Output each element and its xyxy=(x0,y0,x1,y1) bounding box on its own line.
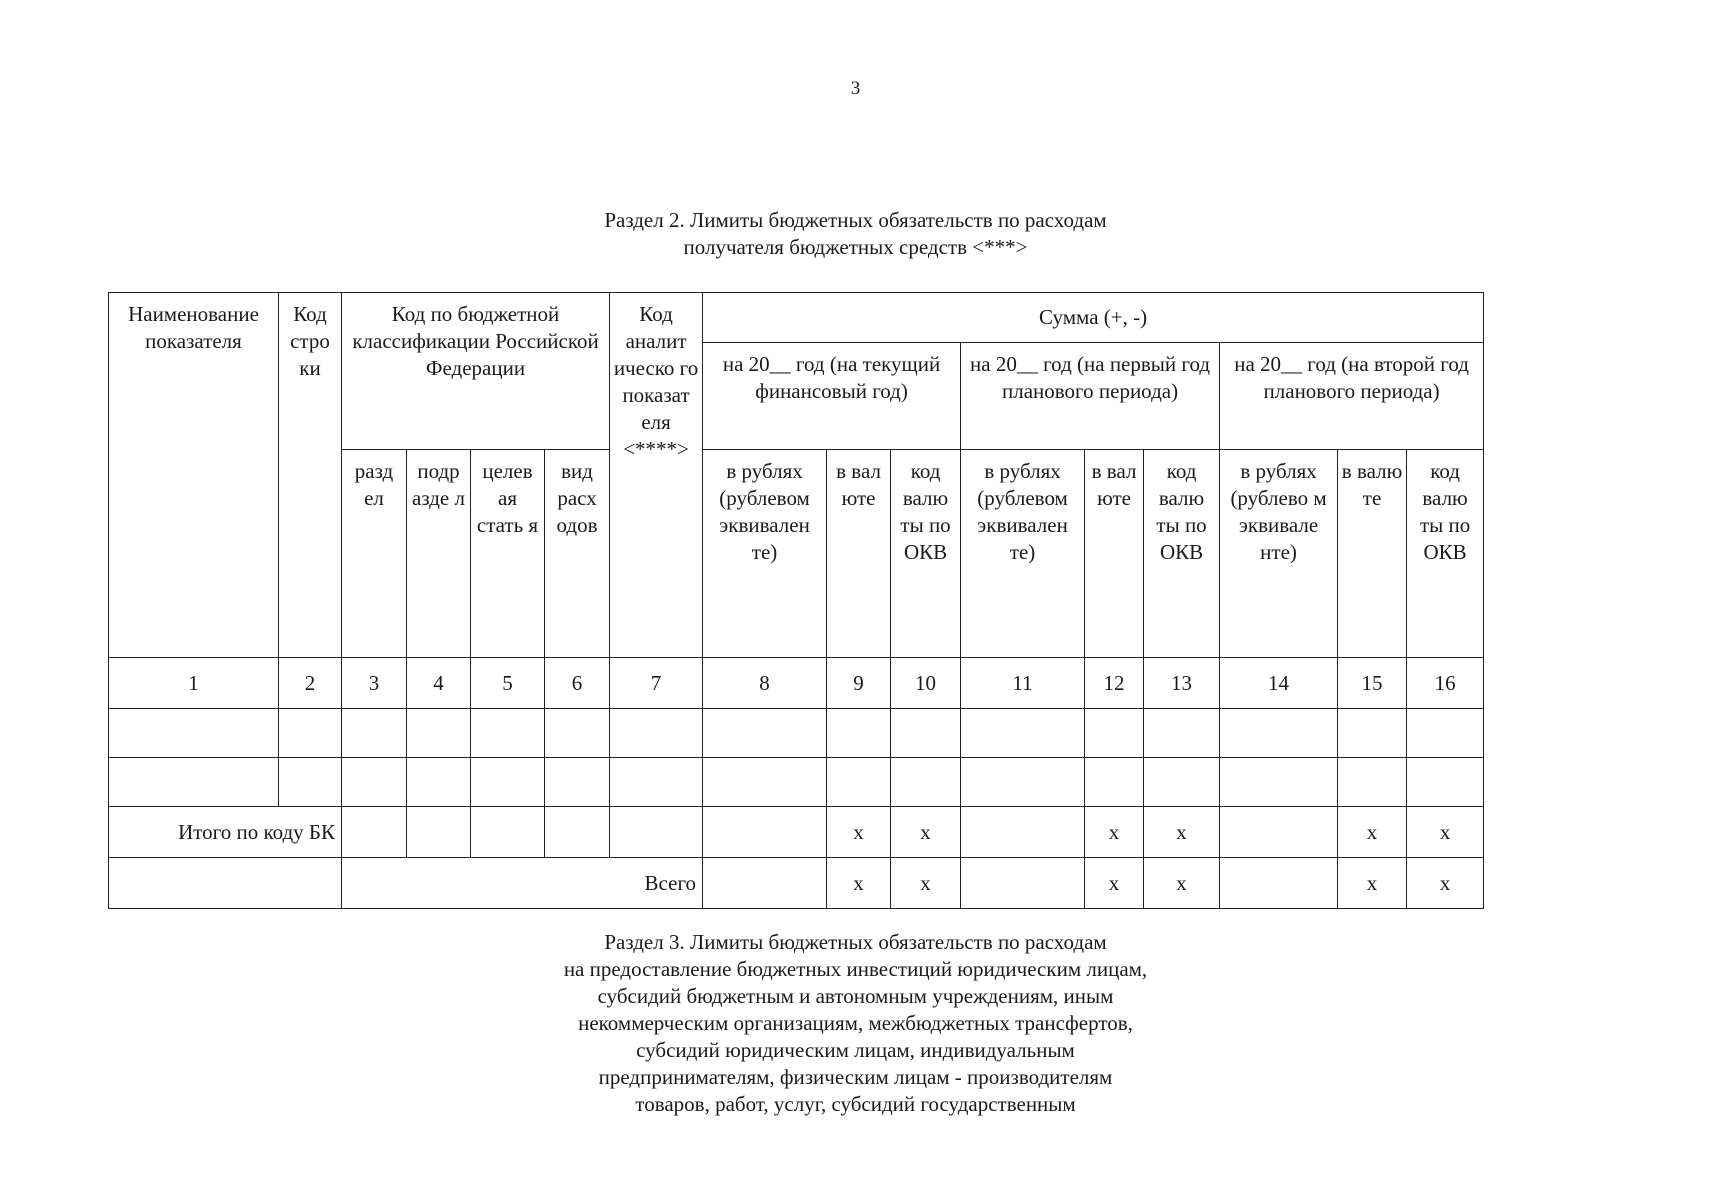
header-currency-current: в вал юте xyxy=(827,450,891,658)
table-cell[interactable] xyxy=(703,758,827,807)
table-cell[interactable] xyxy=(471,709,545,758)
column-number: 8 xyxy=(703,658,827,709)
table-cell[interactable] xyxy=(1220,858,1338,909)
table-cell[interactable] xyxy=(471,758,545,807)
table-cell[interactable] xyxy=(109,758,279,807)
grand-total-label: Всего xyxy=(342,858,703,909)
header-sum: Сумма (+, -) xyxy=(703,293,1484,343)
table-cell[interactable] xyxy=(407,758,471,807)
table-cell[interactable] xyxy=(109,709,279,758)
table-cell[interactable] xyxy=(342,709,407,758)
total-bk-currency-second: x xyxy=(1338,807,1407,858)
column-number: 14 xyxy=(1220,658,1338,709)
header-okv-first: код валю ты по ОКВ xyxy=(1144,450,1220,658)
column-number: 11 xyxy=(961,658,1085,709)
table-cell[interactable] xyxy=(1144,758,1220,807)
table-row xyxy=(109,758,1484,807)
column-number: 10 xyxy=(891,658,961,709)
table-cell[interactable] xyxy=(827,758,891,807)
section-3-title-line: Раздел 3. Лимиты бюджетных обязательств по расходам xyxy=(604,930,1107,954)
table-cell[interactable] xyxy=(407,807,471,858)
table-row xyxy=(109,709,1484,758)
column-number: 12 xyxy=(1085,658,1144,709)
table-cell[interactable] xyxy=(545,758,610,807)
header-expense-type: вид расх одов xyxy=(545,450,610,658)
grand-total-currency-first: x xyxy=(1085,858,1144,909)
total-by-bk-label: Итого по коду БК xyxy=(109,807,342,858)
table-cell[interactable] xyxy=(1407,709,1484,758)
section-3-title-line: товаров, работ, услуг, субсидий государственным xyxy=(635,1092,1076,1116)
column-number: 6 xyxy=(545,658,610,709)
table-cell[interactable] xyxy=(1407,758,1484,807)
grand-total-okv-current: x xyxy=(891,858,961,909)
column-numbers-row xyxy=(109,658,1484,709)
table-cell[interactable] xyxy=(961,807,1085,858)
column-number: 1 xyxy=(109,658,279,709)
section-3-title-line: на предоставление бюджетных инвестиций юридическим лицам, xyxy=(563,957,1148,981)
total-bk-okv-first: x xyxy=(1144,807,1220,858)
table-cell[interactable] xyxy=(610,709,703,758)
total-bk-okv-second: x xyxy=(1407,807,1484,858)
table-cell[interactable] xyxy=(961,858,1085,909)
section-2-title-line: получателя бюджетных средств <***> xyxy=(683,235,1028,259)
column-number: 4 xyxy=(407,658,471,709)
column-number: 2 xyxy=(279,658,342,709)
table-cell[interactable] xyxy=(961,709,1085,758)
section-2-title-line: Раздел 2. Лимиты бюджетных обязательств по расходам xyxy=(604,208,1107,232)
column-number: 3 xyxy=(342,658,407,709)
table-cell[interactable] xyxy=(703,807,827,858)
header-analytic-code: Код аналит ическо го показат еля <****> xyxy=(610,293,703,658)
total-by-bk-row xyxy=(109,807,1484,858)
table-cell[interactable] xyxy=(471,807,545,858)
section-3-title-line: субсидий юридическим лицам, индивидуальным xyxy=(636,1038,1075,1062)
table-cell[interactable] xyxy=(545,709,610,758)
table-cell[interactable] xyxy=(279,758,342,807)
table-cell[interactable] xyxy=(891,758,961,807)
table-cell[interactable] xyxy=(1144,709,1220,758)
total-bk-okv-current: x xyxy=(891,807,961,858)
table-cell[interactable] xyxy=(1220,807,1338,858)
header-section: разд ел xyxy=(342,450,407,658)
table-cell[interactable] xyxy=(961,758,1085,807)
table-cell[interactable] xyxy=(109,858,342,909)
grand-total-okv-first: x xyxy=(1144,858,1220,909)
table-cell[interactable] xyxy=(1220,709,1338,758)
table-cell[interactable] xyxy=(342,807,407,858)
header-line-code: Код стро ки xyxy=(279,293,342,658)
table-cell[interactable] xyxy=(407,709,471,758)
header-rubles-second: в рублях (рублево м эквивале нте) xyxy=(1220,450,1338,658)
column-number: 7 xyxy=(610,658,703,709)
table-cell[interactable] xyxy=(610,807,703,858)
table-cell[interactable] xyxy=(610,758,703,807)
table-cell[interactable] xyxy=(545,807,610,858)
limits-table xyxy=(108,292,1484,909)
table-cell[interactable] xyxy=(1085,758,1144,807)
table-cell[interactable] xyxy=(1220,758,1338,807)
header-year-first-planned: на 20__ год (на первый год планового периода) xyxy=(961,343,1220,450)
column-number: 15 xyxy=(1338,658,1407,709)
column-number: 13 xyxy=(1144,658,1220,709)
grand-total-row xyxy=(109,858,1484,909)
header-budget-classification: Код по бюджетной классификации Российской Федерации xyxy=(342,293,610,450)
table-cell[interactable] xyxy=(703,858,827,909)
column-number: 5 xyxy=(471,658,545,709)
header-currency-second: в валю те xyxy=(1338,450,1407,658)
table-cell[interactable] xyxy=(891,709,961,758)
header-target-article: целев ая стать я xyxy=(471,450,545,658)
table-cell[interactable] xyxy=(827,709,891,758)
table-cell[interactable] xyxy=(703,709,827,758)
table-cell[interactable] xyxy=(1338,758,1407,807)
header-year-second-planned: на 20__ год (на второй год планового периода) xyxy=(1220,343,1484,450)
header-okv-current: код валю ты по ОКВ xyxy=(891,450,961,658)
column-number: 9 xyxy=(827,658,891,709)
total-bk-currency-current: x xyxy=(827,807,891,858)
table-cell[interactable] xyxy=(342,758,407,807)
section-3-title-line: предпринимателям, физическим лицам - производителям xyxy=(598,1065,1113,1089)
page-number: 3 xyxy=(850,78,861,99)
header-subsection: подр азде л xyxy=(407,450,471,658)
section-3-title-line: некоммерческим организациям, межбюджетных трансфертов, xyxy=(578,1011,1133,1035)
section-2-title xyxy=(0,207,1711,261)
table-cell[interactable] xyxy=(279,709,342,758)
table-cell[interactable] xyxy=(1085,709,1144,758)
header-okv-second: код валю ты по ОКВ xyxy=(1407,450,1484,658)
section-3-title-line: субсидий бюджетным и автономным учреждениям, иным xyxy=(597,984,1114,1008)
grand-total-currency-current: x xyxy=(827,858,891,909)
header-indicator-name: Наименование показателя xyxy=(109,293,279,658)
header-year-current: на 20__ год (на текущий финансовый год) xyxy=(703,343,961,450)
header-currency-first: в вал юте xyxy=(1085,450,1144,658)
column-number: 16 xyxy=(1407,658,1484,709)
section-3-title xyxy=(0,929,1711,1118)
header-rubles-current: в рублях (рублевом эквивален те) xyxy=(703,450,827,658)
header-rubles-first: в рублях (рублевом эквивален те) xyxy=(961,450,1085,658)
table-cell[interactable] xyxy=(1338,709,1407,758)
total-bk-currency-first: x xyxy=(1085,807,1144,858)
grand-total-currency-second: x xyxy=(1338,858,1407,909)
grand-total-okv-second: x xyxy=(1407,858,1484,909)
